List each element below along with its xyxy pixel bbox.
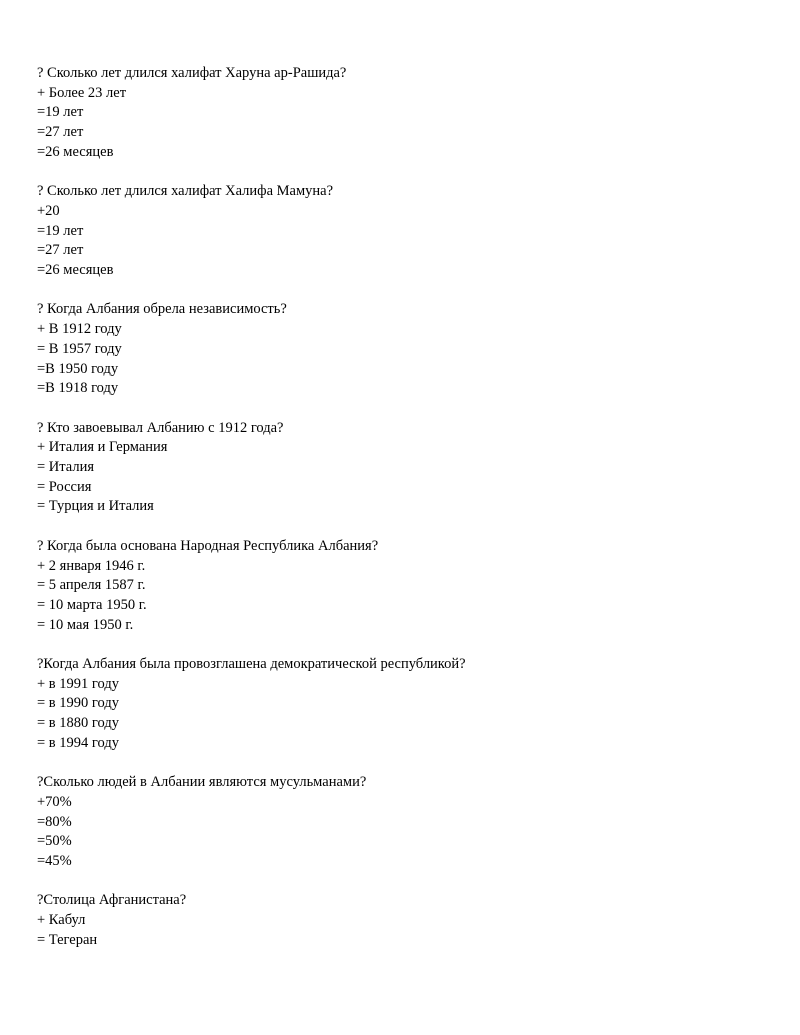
question-block-6: [37, 655, 757, 754]
question-block-4: [37, 419, 757, 518]
answer-option: = в 1994 году: [37, 734, 119, 751]
document-page: [37, 64, 757, 970]
answer-option: + В 1912 году: [37, 321, 122, 338]
answer-option: +20: [37, 202, 60, 219]
question-block-5: [37, 537, 757, 636]
question-text: ? Когда была основана Народная Республика Албания?: [37, 537, 379, 554]
question-block-8: [37, 891, 757, 950]
answer-option: + в 1991 году: [37, 675, 119, 692]
answer-option: =26 месяцев: [37, 143, 114, 160]
answer-option: + 2 января 1946 г.: [37, 557, 146, 574]
answer-option: +70%: [37, 793, 72, 810]
answer-option: =В 1950 году: [37, 360, 119, 377]
question-text: ? Сколько лет длился халифат Харуна ар-Рашида?: [37, 65, 347, 81]
question-block-2: [37, 182, 757, 281]
answer-option: =27 лет: [37, 242, 84, 259]
answer-option: = 10 мая 1950 г.: [37, 616, 134, 633]
answer-option: =27 лет: [37, 124, 84, 141]
answer-option: = Россия: [37, 478, 92, 495]
question-block-3: [37, 300, 757, 399]
answer-option: =80%: [37, 813, 72, 830]
question-text: ? Сколько лет длился халифат Халифа Мамуна?: [37, 183, 334, 200]
answer-option: = Италия: [37, 459, 95, 476]
answer-option: =26 месяцев: [37, 262, 114, 279]
answer-option: + Более 23 лет: [37, 84, 127, 101]
question-text: ?Сколько людей в Албании являются мусульманами?: [37, 774, 367, 791]
answer-option: =В 1918 году: [37, 380, 119, 397]
answer-option: = в 1880 году: [37, 715, 119, 732]
answer-option: = В 1957 году: [37, 340, 122, 357]
answer-option: =19 лет: [37, 222, 84, 239]
question-text: ? Кто завоевывал Албанию с 1912 года?: [37, 419, 284, 436]
answer-option: =50%: [37, 833, 72, 850]
question-text: ?Столица Афганистана?: [37, 892, 187, 909]
answer-option: + Кабул: [37, 912, 86, 929]
answer-option: = Тегеран: [37, 931, 98, 948]
answer-option: =19 лет: [37, 104, 84, 121]
question-block-7: [37, 773, 757, 872]
question-text: ? Когда Албания обрела независимость?: [37, 301, 287, 318]
answer-option: = 10 марта 1950 г.: [37, 596, 147, 613]
question-text: ?Когда Албания была провозглашена демократической республикой?: [37, 656, 466, 673]
answer-option: = Турция и Италия: [37, 498, 154, 515]
answer-option: = в 1990 году: [37, 695, 119, 712]
question-block-1: [37, 64, 757, 163]
answer-option: + Италия и Германия: [37, 439, 168, 456]
answer-option: =45%: [37, 853, 72, 870]
answer-option: = 5 апреля 1587 г.: [37, 577, 146, 594]
